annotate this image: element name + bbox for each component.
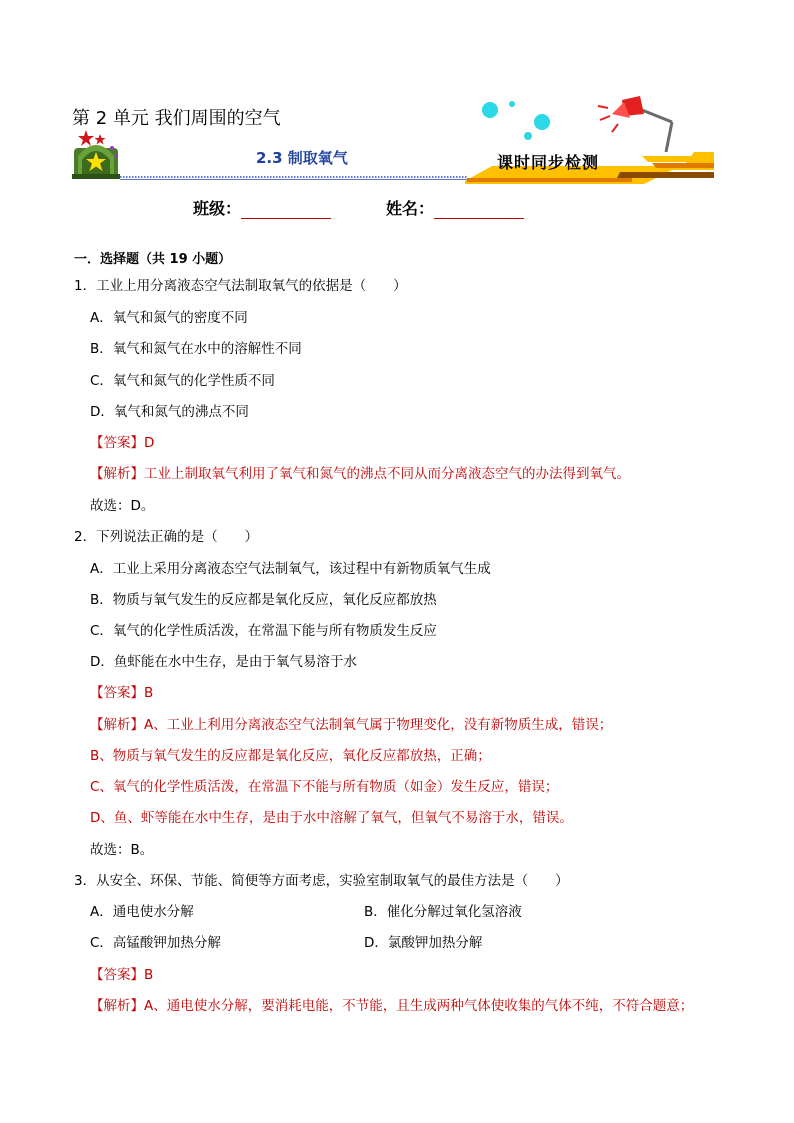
option-c: C．氧气的化学性质活泼，在常温下能与所有物质发生反应 <box>90 623 437 639</box>
conclusion: 故选：B。 <box>90 842 154 858</box>
class-field <box>193 196 331 219</box>
analysis-text: A、通电使水分解，要消耗电能，不节能，且生成两种气体使收集的气体不纯，不符合题意； <box>144 998 694 1014</box>
header-banner <box>72 96 714 186</box>
name-label: 姓名： <box>386 199 435 218</box>
analysis-line <box>90 465 630 483</box>
option-d: D．鱼虾能在水中生存，是由于氧气易溶于水 <box>90 654 357 670</box>
option-b: B．催化分解过氧化氢溶液 <box>364 904 522 920</box>
option-a: A．工业上采用分离液态空气法制氧气，该过程中有新物质氧气生成 <box>90 561 491 577</box>
section-title: 一．选择题（共 19 小题） <box>74 252 232 267</box>
answer-value: D <box>144 435 155 451</box>
trophy-icon <box>72 145 120 179</box>
analysis-tag: 【解析】 <box>90 998 144 1014</box>
option-c: C．氧气和氮气的化学性质不同 <box>90 373 275 389</box>
analysis-tag: 【解析】 <box>90 466 144 482</box>
answer-line <box>90 434 154 452</box>
answer-line <box>90 966 153 984</box>
answer-value: B <box>144 685 154 701</box>
option-a: A．氧气和氮气的密度不同 <box>90 310 248 326</box>
class-blank[interactable] <box>241 200 331 219</box>
class-label: 班级： <box>193 199 242 218</box>
analysis-line <box>90 716 612 734</box>
answer-tag: 【答案】 <box>90 685 144 701</box>
option-b: B．氧气和氮气在水中的溶解性不同 <box>90 341 302 357</box>
question-stem: 2．下列说法正确的是（ ） <box>74 529 259 545</box>
option-b: B．物质与氧气发生的反应都是氧化反应，氧化反应都放热 <box>90 592 437 608</box>
conclusion: 故选：D。 <box>90 498 155 514</box>
option-d: D．氯酸钾加热分解 <box>364 935 483 951</box>
analysis-tag: 【解析】 <box>90 717 144 733</box>
analysis-text: C、氧气的化学性质活泼，在常温下不能与所有物质（如金）发生反应，错误； <box>90 779 559 795</box>
name-field <box>386 196 524 219</box>
name-blank[interactable] <box>434 200 524 219</box>
banner-tag: 课时同步检测 <box>497 153 600 172</box>
option-a: A．通电使水分解 <box>90 904 194 920</box>
lesson-title: 2.3 制取氧气 <box>256 149 348 167</box>
option-c: C．高锰酸钾加热分解 <box>90 935 221 951</box>
analysis-text: D、鱼、虾等能在水中生存，是由于水中溶解了氧气，但氧气不易溶于水，错误。 <box>90 810 573 826</box>
answer-tag: 【答案】 <box>90 435 144 451</box>
bubble-icon <box>482 101 550 140</box>
analysis-line <box>90 997 693 1015</box>
option-d: D．氧气和氮气的沸点不同 <box>90 404 249 420</box>
answer-line <box>90 684 153 702</box>
lamp-icon <box>598 96 672 152</box>
analysis-text: B、物质与氧气发生的反应都是氧化反应，氧化反应都放热，正确； <box>90 748 491 764</box>
answer-tag: 【答案】 <box>90 967 144 983</box>
question-stem: 3．从安全、环保、节能、简便等方面考虑，实验室制取氧气的最佳方法是（ ） <box>74 873 569 889</box>
analysis-text: 工业上制取氧气利用了氧气和氮气的沸点不同从而分离液态空气的办法得到氧气。 <box>144 466 630 482</box>
analysis-text: A、工业上利用分离液态空气法制氧气属于物理变化，没有新物质生成，错误； <box>144 717 613 733</box>
question-stem: 1．工业上用分离液态空气法制取氧气的依据是（ ） <box>74 278 407 294</box>
answer-value: B <box>144 967 154 983</box>
unit-title: 第 2 单元 我们周围的空气 <box>72 108 281 129</box>
